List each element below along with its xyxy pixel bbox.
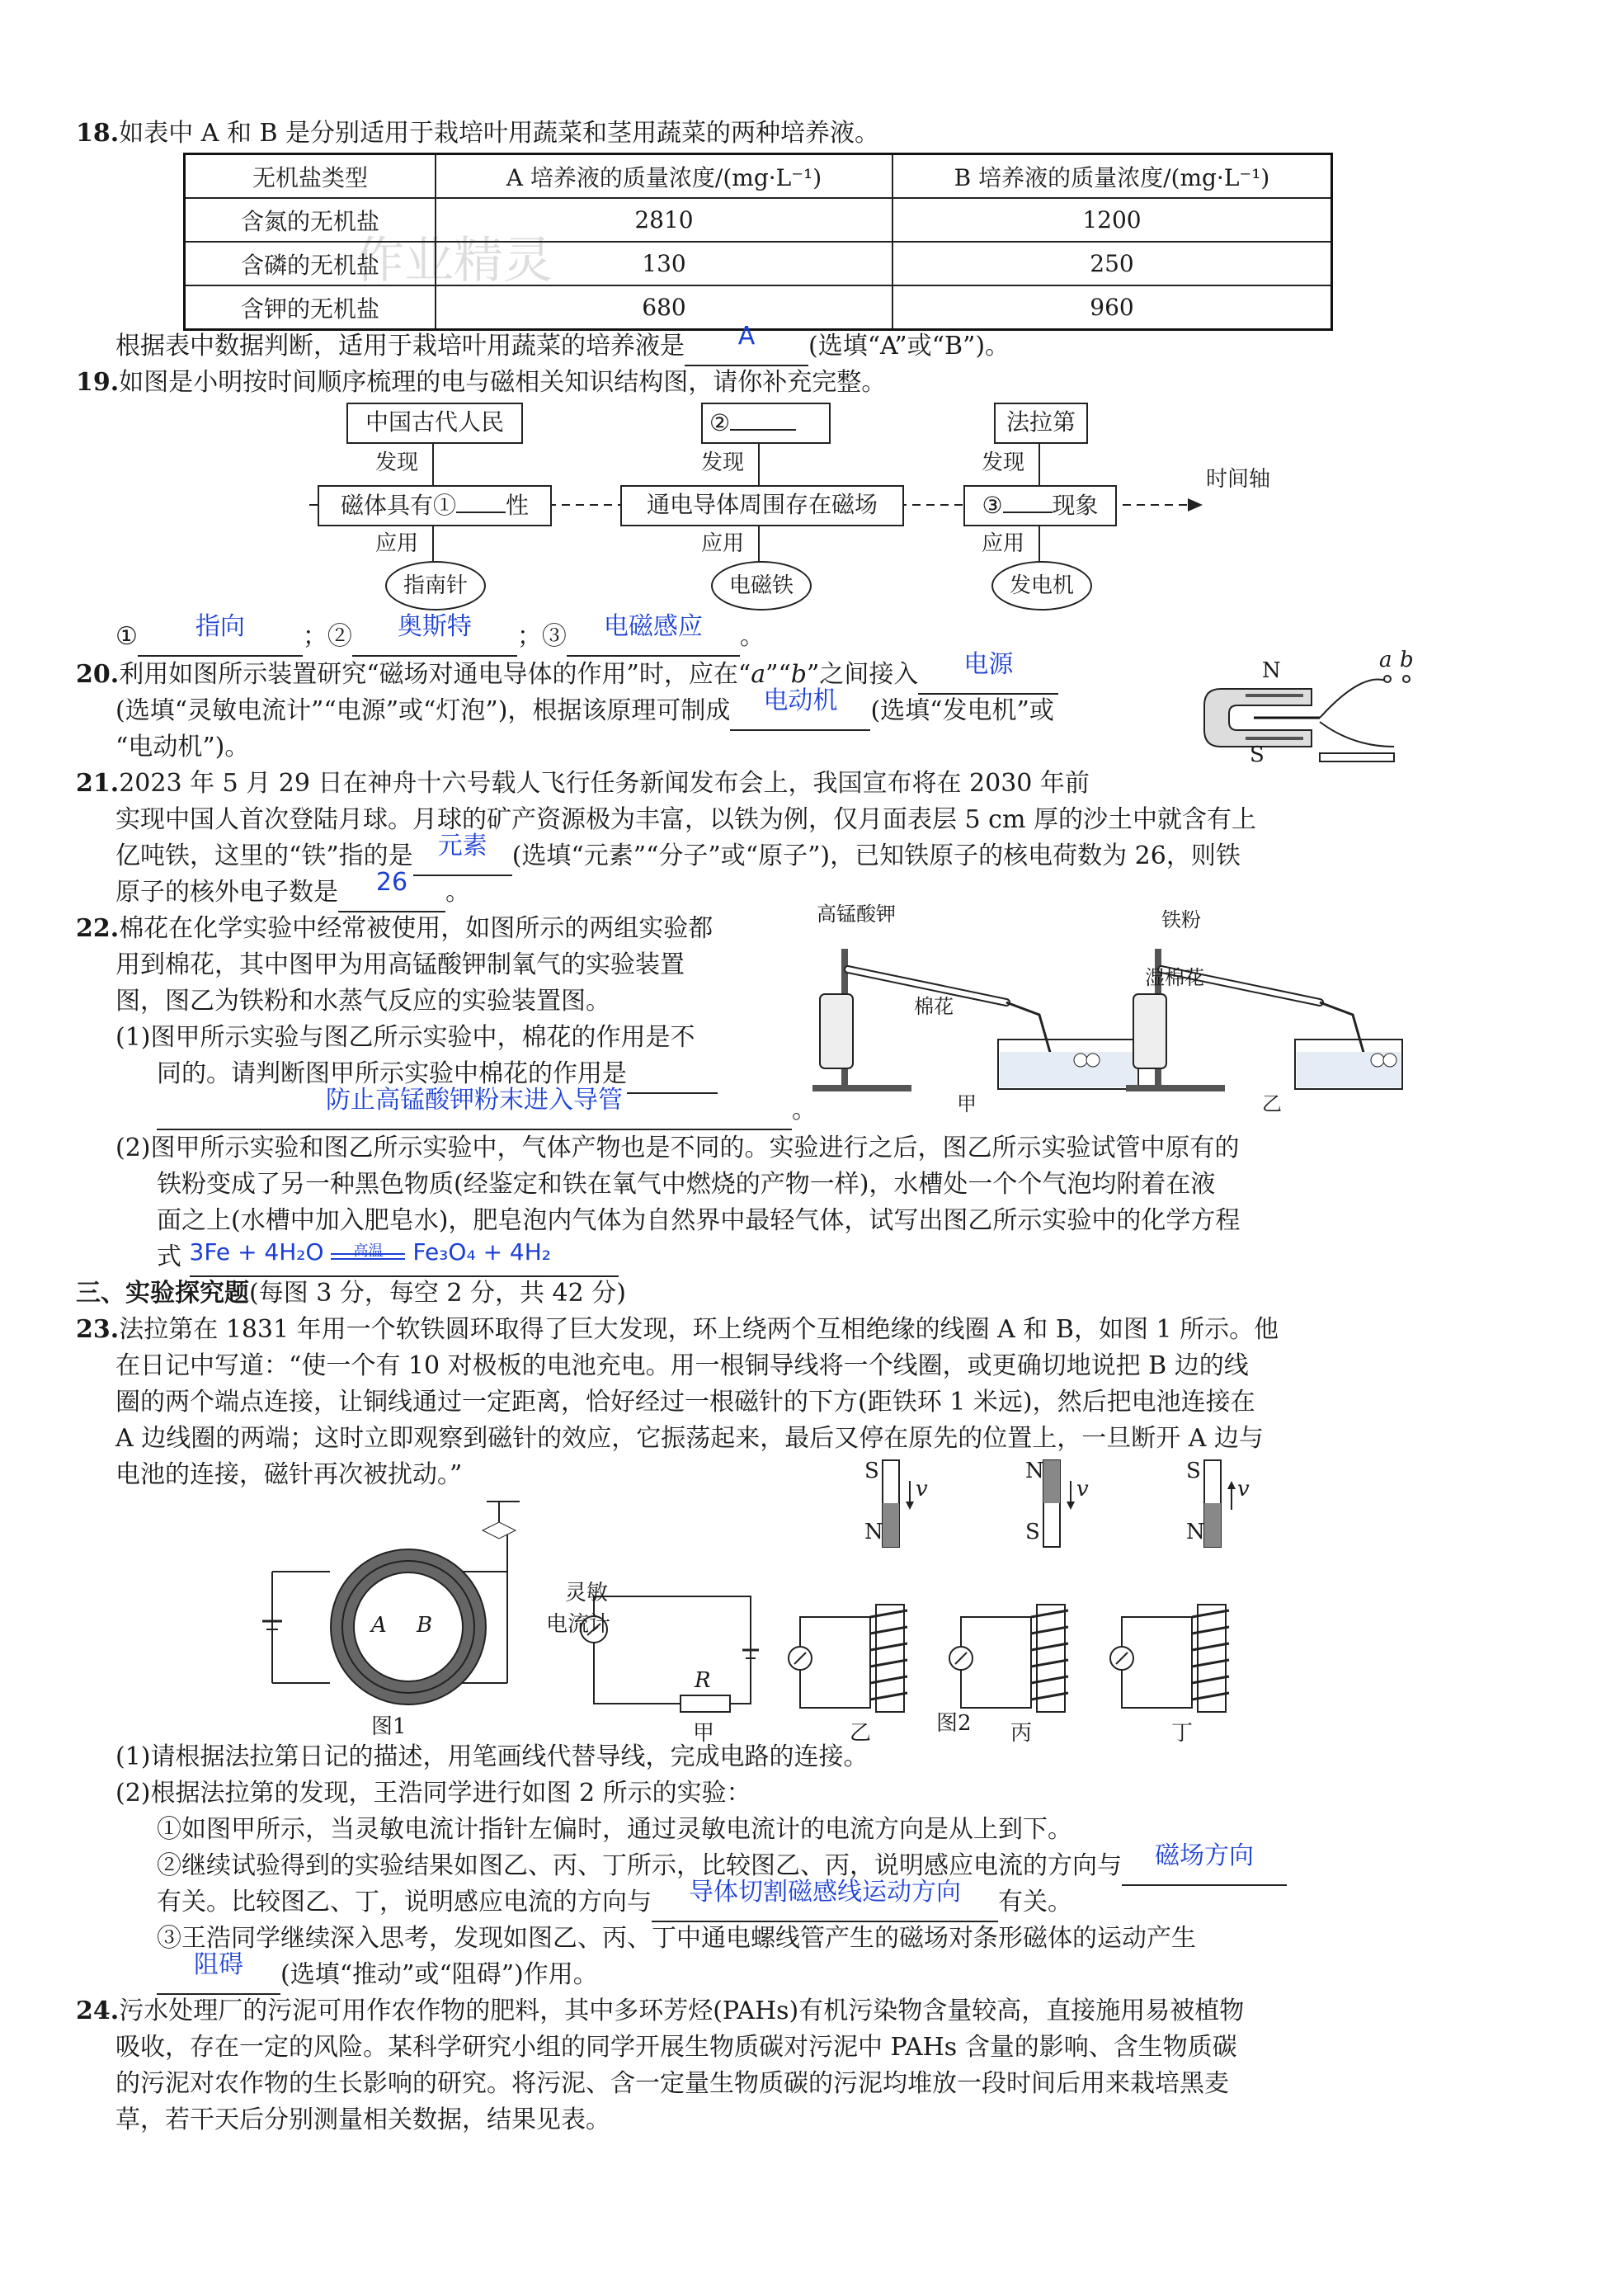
q23-answer3: 阻碍 bbox=[194, 1950, 243, 1979]
q22-label-cotton: 棉花 bbox=[914, 995, 954, 1018]
q24-line1 bbox=[76, 1993, 1244, 2030]
q22-number: 22. bbox=[76, 914, 120, 943]
q23-bing-S: S bbox=[1025, 1520, 1040, 1544]
q23-fig1-A: A bbox=[371, 1613, 387, 1638]
q22-label-kmno4: 高锰酸钾 bbox=[817, 903, 896, 926]
q23-resistor-label: R bbox=[695, 1668, 711, 1693]
q23-fig1-B: B bbox=[417, 1613, 433, 1638]
table-header: B 培养液的质量浓度/(mg·L⁻¹) bbox=[892, 154, 1332, 199]
q23-meter-label-1: 灵敏 bbox=[565, 1581, 609, 1605]
q19-discover-1: 发现 bbox=[375, 450, 419, 475]
q20-b: b bbox=[790, 660, 808, 689]
q23-p2: (2)根据法拉第的发现，王浩同学进行如图 2 所示的实验： bbox=[115, 1779, 751, 1808]
q22-eq-left: 3Fe + 4H₂O bbox=[189, 1238, 324, 1266]
q20-line2-b: (选填“发电机”或 bbox=[870, 696, 1054, 725]
q24-line1-text: 污水处理厂的污泥可用作农作物的肥料，其中多环芳烃(PAHs)有机污染物含量较高，直接施用易被植物 bbox=[119, 1997, 1245, 2025]
q23-ding-S: S bbox=[1186, 1459, 1201, 1483]
q23-p2-2b: 有关。比较图乙、丁，说明感应电流的方向与 bbox=[157, 1888, 652, 1916]
table-cell: 1200 bbox=[892, 198, 1332, 242]
q19-apply-2: 应用 bbox=[701, 531, 745, 556]
q21-line3-a: 亿吨铁，这里的“铁”指的是 bbox=[115, 842, 413, 870]
q19-apply-3: 应用 bbox=[982, 531, 1025, 556]
q23-number: 23. bbox=[76, 1315, 120, 1344]
q23-yi-S: S bbox=[864, 1459, 879, 1483]
q23-p2-2-cont bbox=[157, 1878, 1072, 1922]
q20-line3: “电动机”)。 bbox=[115, 733, 250, 761]
table-header: A 培养液的质量浓度/(mg·L⁻¹) bbox=[436, 154, 892, 199]
q23-p2-2a: ②继续试验得到的实验结果如图乙、丙、丁所示，比较图乙、丙，说明感应电流的方向与 bbox=[157, 1851, 1122, 1880]
q21-line4-b: 。 bbox=[445, 878, 470, 907]
q23-line2: 在日记中写道：“使一个有 10 对极板的电池充电。用一根铜导线将一个线圈，或更确切地说把 B 边的线 bbox=[115, 1351, 1249, 1380]
q19-box-2-label: ② bbox=[709, 409, 731, 436]
q20-label-a: a bbox=[1379, 648, 1392, 672]
q23-p2-3b: (选填“推动”或“阻碍”)作用。 bbox=[280, 1960, 598, 1989]
q23-line4: A 边线圈的两端；这时立即观察到磁针的效应，它振荡起来，最后又停在原先的位置上，一旦断开 A 边与 bbox=[115, 1424, 1264, 1453]
q22-p2-1: (2)图甲所示实验和图乙所示实验中，气体产物也是不同的。实验进行之后，图乙所示实验试管中原有的 bbox=[115, 1134, 1240, 1162]
q23-line5: 电池的连接，磁针再次被扰动。” bbox=[115, 1460, 463, 1489]
q18-answer: A bbox=[737, 322, 756, 351]
table-cell: 960 bbox=[892, 285, 1332, 330]
q19-timeline-label: 时间轴 bbox=[1206, 467, 1271, 492]
table-cell: 250 bbox=[892, 242, 1332, 285]
table-cell: 含氮的无机盐 bbox=[185, 198, 436, 242]
q22-label-wet-cotton: 湿棉花 bbox=[1145, 966, 1204, 989]
q20-number: 20. bbox=[76, 660, 120, 689]
q22-label-jia: 甲 bbox=[957, 1092, 977, 1115]
q23-fig2-jia: 甲 bbox=[693, 1721, 715, 1746]
q22-p1-1: (1)图甲所示实验与图乙所示实验中，棉花的作用是不 bbox=[115, 1023, 695, 1052]
q20-label-S: S bbox=[1250, 743, 1265, 767]
q18-prompt-text: 根据表中数据判断，适用于栽培叶用蔬菜的培养液是 bbox=[115, 332, 685, 361]
table-cell: 130 bbox=[436, 242, 892, 285]
q19-discover-2: 发现 bbox=[701, 450, 745, 475]
q19-answer3: 电磁感应 bbox=[603, 612, 703, 641]
q19-box-ancient-people: 中国古代人民 bbox=[346, 403, 523, 444]
watermark: 作业精灵 bbox=[355, 232, 553, 290]
q22-p1-end: 。 bbox=[792, 1096, 817, 1124]
q22-p1-2-text: 同的。请判断图甲所示实验中棉花的作用是 bbox=[157, 1059, 627, 1088]
q19-mid1-a: 磁体具有① bbox=[340, 492, 456, 519]
q23-yi-N: N bbox=[864, 1520, 883, 1544]
q23-p2-1: ①如图甲所示，当灵敏电流计指针左偏时，通过灵敏电流计的电流方向是从上到下。 bbox=[157, 1815, 1072, 1844]
q19-mid3-b: 现象 bbox=[1052, 492, 1099, 519]
q23-p2-3: ③王浩同学继续深入思考，发现如图乙、丙、丁中通电螺线管产生的磁场对条形磁体的运动产生 bbox=[157, 1924, 1196, 1953]
q24-line4: 草，若干天后分别测量相关数据，结果见表。 bbox=[115, 2105, 610, 2134]
q23-p2-2c: 有关。 bbox=[998, 1888, 1072, 1916]
q23-blank2[interactable] bbox=[652, 1878, 998, 1922]
q19-box-faraday: 法拉第 bbox=[994, 403, 1088, 444]
q19-text: 如图是小明按时间顺序梳理的电与磁相关知识结构图，请你补充完整。 bbox=[119, 368, 887, 397]
q19-electromagnet: 电磁铁 bbox=[711, 561, 812, 611]
q22-eq-right: Fe₃O₄ + 4H₂ bbox=[412, 1238, 552, 1266]
table-cell: 含磷的无机盐 bbox=[185, 242, 436, 285]
q23-p1: (1)请根据法拉第日记的描述，用笔画线代替导线，完成电路的连接。 bbox=[115, 1742, 869, 1771]
q19-apply-1: 应用 bbox=[375, 531, 419, 556]
q23-blank3[interactable] bbox=[157, 1950, 280, 1995]
q19-mid3-a: ③ bbox=[982, 492, 1003, 519]
q21-answer1: 元素 bbox=[437, 832, 487, 860]
q21-line1-text: 2023 年 5 月 29 日在神舟十六号载人飞行任务新闻发布会上，我国宣布将在 2030 年前 bbox=[119, 769, 1090, 798]
q23-bing-v: v bbox=[1076, 1477, 1089, 1502]
q21-line2: 实现中国人首次登陆月球。月球的矿产资源极为丰富，以铁为例，仅月面表层 5 cm 厚的沙土中就含有上 bbox=[115, 805, 1256, 834]
q20-label-b: b bbox=[1400, 648, 1414, 672]
q22-line1-text: 棉花在化学实验中经常被使用，如图所示的两组实验都 bbox=[119, 914, 714, 943]
q19-discover-3: 发现 bbox=[982, 450, 1025, 475]
q20-line1-m: ”“ bbox=[765, 660, 791, 689]
q24-line2: 吸收，存在一定的风险。某科学研究小组的同学开展生物质碳对污泥中 PAHs 含量的影响、含生物质碳 bbox=[115, 2033, 1237, 2062]
q19-number: 19. bbox=[76, 368, 120, 397]
q22-p2-2: 铁粉变成了另一种黑色物质(经鉴定和铁在氧气中燃烧的产物一样)，水槽处一个个气泡均附着在液 bbox=[157, 1170, 1216, 1199]
q19-answer1: 指向 bbox=[195, 612, 245, 641]
q23-fig2-ding: 丁 bbox=[1171, 1721, 1194, 1746]
q22-eq-cond: 高温 bbox=[353, 1242, 384, 1260]
q19-blank2-label: ；② bbox=[302, 622, 352, 651]
q20-a: a bbox=[751, 660, 766, 689]
q23-fig1-label: 图1 bbox=[371, 1714, 407, 1739]
q23-line3: 圈的两个端点连接，让铜线通过一定距离，恰好经过一根磁针的下方(距铁环 1 米远)，然后把电池连接在 bbox=[115, 1388, 1255, 1417]
q24-line3: 的污泥对农作物的生长影响的研究。将污泥、含一定量生物质碳的污泥均堆放一段时间后用来栽培黑麦 bbox=[115, 2069, 1229, 2098]
q18-text: 如表中 A 和 B 是分别适用于栽培叶用蔬菜和茎用蔬菜的两种培养液。 bbox=[119, 119, 880, 148]
q23-bing-N: N bbox=[1025, 1459, 1044, 1483]
q20-answer1: 电源 bbox=[963, 650, 1014, 679]
q23-line1-text: 法拉第在 1831 年用一个软铁圆环取得了巨大发现，环上绕两个互相绝缘的线圈 A 和 B，如图 1 所示。他 bbox=[119, 1315, 1279, 1344]
q19-box-current-magnetic: 通电导体周围存在磁场 bbox=[620, 485, 904, 526]
q21-answer2: 26 bbox=[375, 868, 408, 897]
q22-line3: 图，图乙为铁粉和水蒸气反应的实验装置图。 bbox=[115, 987, 610, 1016]
q22-p2-3: 面之上(水槽中加入肥皂水)，肥皂泡内气体为自然界中最轻气体，试写出图乙所示实验中的化学方程 bbox=[157, 1206, 1241, 1235]
table-cell: 2810 bbox=[436, 198, 892, 242]
q20-line1-a: 利用如图所示装置研究“磁场对通电导体的作用”时，应在“ bbox=[119, 660, 751, 689]
q20-answer2: 电动机 bbox=[763, 686, 838, 715]
q19-end: 。 bbox=[739, 622, 765, 651]
table-cell: 680 bbox=[436, 285, 892, 330]
section-3-title: 三、实验探究题 bbox=[76, 1279, 249, 1308]
q18-number: 18. bbox=[76, 119, 120, 148]
q19-blank1-label: ① bbox=[115, 622, 138, 651]
q23-fig2-label: 图2 bbox=[936, 1711, 972, 1736]
q23-yi-v: v bbox=[916, 1477, 928, 1502]
q24-number: 24. bbox=[76, 1997, 120, 2025]
q23-blank1[interactable] bbox=[1122, 1841, 1287, 1886]
q23-ding-v: v bbox=[1237, 1477, 1250, 1502]
q19-compass: 指南针 bbox=[385, 561, 486, 611]
table-header: 无机盐类型 bbox=[185, 154, 436, 199]
q22-line2: 用到棉花，其中图甲为用高锰酸钾制氧气的实验装置 bbox=[115, 950, 685, 979]
q22-p2-4-text: 式 bbox=[157, 1242, 181, 1271]
q21-line4-a: 原子的核外电子数是 bbox=[115, 878, 338, 907]
q19-answer2: 奥斯特 bbox=[397, 612, 472, 641]
q22-label-fe: 铁粉 bbox=[1161, 908, 1201, 931]
q19-mid1-b: 性 bbox=[506, 492, 530, 519]
q23-fig2-bing: 丙 bbox=[1010, 1721, 1033, 1746]
q23-meter-label-2: 电流计 bbox=[546, 1612, 611, 1637]
q20-line2-a: (选填“灵敏电流计”“电源”或“灯泡”)，根据该原理可制成 bbox=[115, 696, 731, 725]
q20-label-N: N bbox=[1262, 658, 1281, 683]
table-cell: 含钾的无机盐 bbox=[185, 285, 436, 330]
q21-number: 21. bbox=[76, 769, 120, 798]
q23-answer1: 磁场方向 bbox=[1155, 1841, 1254, 1870]
q22-answer1: 防止高锰酸钾粉末进入导管 bbox=[326, 1086, 623, 1115]
q19-blank3-label: ；③ bbox=[516, 622, 567, 651]
q22-label-yi: 乙 bbox=[1262, 1092, 1282, 1115]
q18-prompt-post: (选填“A”或“B”)。 bbox=[808, 332, 1010, 361]
section-3-note: (每图 3 分，每空 2 分，共 42 分) bbox=[249, 1279, 626, 1308]
q23-answer2: 导体切割磁感线运动方向 bbox=[689, 1878, 961, 1907]
q21-line3-b: (选填“元素”“分子”或“原子”)，已知铁原子的核电荷数为 26，则铁 bbox=[511, 842, 1241, 870]
q20-line1-b: ”之间接入 bbox=[807, 660, 919, 689]
q19-generator: 发电机 bbox=[991, 561, 1092, 611]
q23-p2-3-cont bbox=[157, 1950, 598, 1995]
q23-fig2-yi: 乙 bbox=[850, 1721, 872, 1746]
q23-ding-N: N bbox=[1186, 1520, 1205, 1544]
